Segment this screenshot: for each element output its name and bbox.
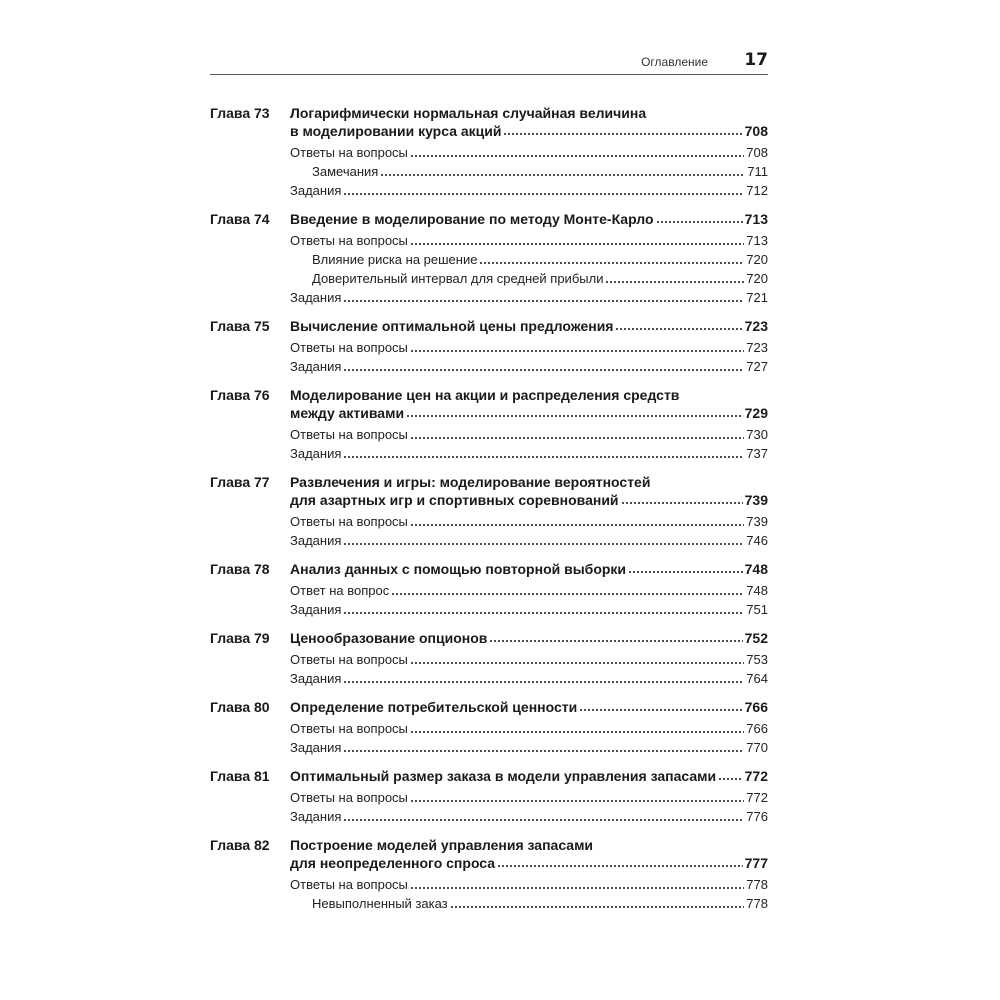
section-page-number: 708 [746, 145, 768, 160]
chapter-label: Глава 81 [210, 768, 270, 784]
dot-leader [410, 880, 744, 890]
toc-chapter [210, 104, 768, 200]
section-entry[interactable] [290, 269, 768, 288]
chapter-title-line[interactable] [290, 317, 768, 335]
dot-leader [343, 362, 744, 372]
section-entry[interactable] [290, 669, 768, 688]
section-title: Задания [290, 446, 342, 461]
section-entry[interactable] [290, 425, 768, 444]
dot-leader [343, 674, 744, 684]
section-entry[interactable] [290, 338, 768, 357]
chapter-title[interactable] [290, 560, 768, 578]
section-title: Замечания [312, 164, 379, 179]
chapter-title-text: Построение моделей управления запасами [290, 837, 594, 853]
section-entry[interactable] [290, 143, 768, 162]
section-page-number: 776 [746, 809, 768, 824]
chapter-label: Глава 78 [210, 561, 270, 577]
dot-leader [410, 655, 744, 665]
dot-leader [343, 605, 744, 615]
section-list [210, 650, 768, 688]
chapter-label: Глава 82 [210, 837, 270, 853]
section-entry[interactable] [290, 650, 768, 669]
section-page-number: 772 [746, 790, 768, 805]
dot-leader [497, 858, 743, 868]
chapter-title-text: Моделирование цен на акции и распределения средств [290, 387, 680, 403]
section-page-number: 730 [746, 427, 768, 442]
section-entry[interactable] [290, 357, 768, 376]
section-title: Задания [290, 602, 342, 617]
section-page-number: 739 [746, 514, 768, 529]
chapter-label: Глава 79 [210, 630, 270, 646]
chapter-title-line[interactable] [290, 122, 768, 140]
section-list [210, 425, 768, 463]
chapter-title-line[interactable] [290, 767, 768, 785]
chapter-title-line[interactable] [290, 473, 768, 491]
chapter-title[interactable] [290, 473, 768, 509]
chapter-title-text: Вычисление оптимальной цены предложения [290, 318, 614, 334]
toc-chapter [210, 473, 768, 550]
toc-chapter [210, 698, 768, 757]
chapter-heading-row [210, 767, 768, 785]
chapter-heading-row [210, 698, 768, 716]
section-title: Ответы на вопросы [290, 427, 408, 442]
table-of-contents [210, 104, 768, 913]
running-header-title: Оглавление [641, 55, 708, 69]
section-page-number: 746 [746, 533, 768, 548]
section-list [210, 581, 768, 619]
section-entry[interactable] [290, 444, 768, 463]
dot-leader [343, 186, 744, 196]
chapter-title[interactable] [290, 210, 768, 228]
dot-leader [605, 274, 744, 284]
dot-leader [410, 724, 744, 734]
chapter-title-line[interactable] [290, 491, 768, 509]
chapter-title-text: Оптимальный размер заказа в модели управления запасами [290, 768, 717, 784]
section-title: Ответы на вопросы [290, 145, 408, 160]
chapter-title-text: для азартных игр и спортивных соревнований [290, 492, 619, 508]
section-list [210, 231, 768, 307]
dot-leader [410, 430, 744, 440]
dot-leader [391, 586, 744, 596]
section-page-number: 720 [746, 271, 768, 286]
section-title: Ответы на вопросы [290, 790, 408, 805]
dot-leader [489, 633, 742, 643]
chapter-title-text: Определение потребительской ценности [290, 699, 578, 715]
dot-leader [628, 564, 743, 574]
toc-chapter [210, 386, 768, 463]
chapter-title-text: Введение в моделирование по методу Монте-Карло [290, 211, 654, 227]
chapter-title[interactable] [290, 104, 768, 140]
chapter-heading-row [210, 317, 768, 335]
chapter-label: Глава 75 [210, 318, 270, 334]
chapter-page-number: 739 [744, 492, 768, 508]
section-entry[interactable] [290, 512, 768, 531]
dot-leader [410, 236, 744, 246]
chapter-heading-row [210, 836, 768, 872]
section-title: Задания [290, 533, 342, 548]
chapter-title-line[interactable] [290, 210, 768, 228]
section-title: Влияние риска на решение [312, 252, 478, 267]
section-title: Задания [290, 290, 342, 305]
dot-leader [343, 812, 744, 822]
chapter-page-number: 748 [744, 561, 768, 577]
section-list [210, 875, 768, 913]
section-page-number: 753 [746, 652, 768, 667]
chapter-title-line[interactable] [290, 836, 768, 854]
chapter-page-number: 729 [744, 405, 768, 421]
dot-leader [621, 495, 743, 505]
section-entry[interactable] [290, 181, 768, 200]
toc-chapter [210, 836, 768, 913]
section-title: Ответы на вопросы [290, 721, 408, 736]
running-header [210, 50, 768, 75]
dot-leader [406, 408, 743, 418]
section-entry[interactable] [290, 788, 768, 807]
section-page-number: 737 [746, 446, 768, 461]
section-entry[interactable] [290, 231, 768, 250]
section-page-number: 723 [746, 340, 768, 355]
section-title: Задания [290, 671, 342, 686]
chapter-page-number: 723 [744, 318, 768, 334]
toc-chapter [210, 767, 768, 826]
section-page-number: 751 [746, 602, 768, 617]
dot-leader [579, 702, 742, 712]
section-list [210, 338, 768, 376]
section-page-number: 712 [746, 183, 768, 198]
chapter-title-text: для неопределенного спроса [290, 855, 496, 871]
dot-leader [410, 343, 744, 353]
chapter-title-line[interactable] [290, 854, 768, 872]
dot-leader [343, 743, 744, 753]
chapter-title-text: в моделировании курса акций [290, 123, 502, 139]
chapter-page-number: 766 [744, 699, 768, 715]
chapter-title[interactable] [290, 317, 768, 335]
chapter-page-number: 713 [744, 211, 768, 227]
chapter-label: Глава 73 [210, 105, 270, 121]
chapter-heading-row [210, 473, 768, 509]
section-entry[interactable] [290, 894, 768, 913]
chapter-page-number: 752 [744, 630, 768, 646]
dot-leader [343, 449, 744, 459]
section-entry[interactable] [290, 807, 768, 826]
section-page-number: 713 [746, 233, 768, 248]
section-title: Ответы на вопросы [290, 514, 408, 529]
chapter-title[interactable] [290, 629, 768, 647]
chapter-label: Глава 74 [210, 211, 270, 227]
dot-leader [410, 148, 744, 158]
dot-leader [479, 255, 744, 265]
chapter-heading-row [210, 629, 768, 647]
chapter-title-text: Ценообразование опционов [290, 630, 488, 646]
chapter-heading-row [210, 560, 768, 578]
chapter-title-line[interactable] [290, 629, 768, 647]
dot-leader [410, 517, 744, 527]
dot-leader [718, 771, 743, 781]
chapter-page-number: 772 [744, 768, 768, 784]
section-page-number: 764 [746, 671, 768, 686]
section-entry[interactable] [290, 738, 768, 757]
section-entry[interactable] [290, 875, 768, 894]
section-entry[interactable] [290, 250, 768, 269]
chapter-title-text: Логарифмически нормальная случайная величина [290, 105, 647, 121]
chapter-title-line[interactable] [290, 404, 768, 422]
section-title: Ответы на вопросы [290, 877, 408, 892]
dot-leader [380, 167, 745, 177]
dot-leader [503, 126, 742, 136]
section-page-number: 766 [746, 721, 768, 736]
chapter-title-line[interactable] [290, 560, 768, 578]
chapter-heading-row [210, 386, 768, 422]
dot-leader [450, 899, 745, 909]
section-page-number: 711 [747, 164, 768, 179]
chapter-page-number: 777 [744, 855, 768, 871]
section-list [210, 788, 768, 826]
section-entry[interactable] [290, 719, 768, 738]
section-title: Ответы на вопросы [290, 233, 408, 248]
section-page-number: 770 [746, 740, 768, 755]
chapter-title-text: Анализ данных с помощью повторной выборки [290, 561, 627, 577]
section-title: Задания [290, 740, 342, 755]
toc-chapter [210, 317, 768, 376]
dot-leader [410, 793, 744, 803]
section-page-number: 721 [746, 290, 768, 305]
section-entry[interactable] [290, 162, 768, 181]
chapter-heading-row [210, 210, 768, 228]
section-entry[interactable] [290, 581, 768, 600]
section-page-number: 748 [746, 583, 768, 598]
section-entry[interactable] [290, 288, 768, 307]
section-page-number: 778 [746, 877, 768, 892]
chapter-label: Глава 76 [210, 387, 270, 403]
chapter-title-text: Развлечения и игры: моделирование вероятностей [290, 474, 651, 490]
chapter-page-number: 708 [744, 123, 768, 139]
section-entry[interactable] [290, 600, 768, 619]
section-list [210, 512, 768, 550]
section-list [210, 143, 768, 200]
toc-chapter [210, 560, 768, 619]
section-title: Невыполненный заказ [312, 896, 448, 911]
chapter-heading-row [210, 104, 768, 140]
toc-chapter [210, 629, 768, 688]
section-title: Ответ на вопрос [290, 583, 390, 598]
chapter-label: Глава 77 [210, 474, 270, 490]
chapter-title-line[interactable] [290, 386, 768, 404]
section-title: Задания [290, 359, 342, 374]
section-list [210, 719, 768, 757]
toc-chapter [210, 210, 768, 307]
dot-leader [615, 321, 742, 331]
section-title: Задания [290, 183, 342, 198]
chapter-title-line[interactable] [290, 104, 768, 122]
section-entry[interactable] [290, 531, 768, 550]
chapter-title-line[interactable] [290, 698, 768, 716]
section-title: Задания [290, 809, 342, 824]
section-page-number: 727 [746, 359, 768, 374]
dot-leader [656, 214, 743, 224]
dot-leader [343, 293, 744, 303]
chapter-label: Глава 80 [210, 699, 270, 715]
chapter-title-text: между активами [290, 405, 405, 421]
page-number: 17 [744, 50, 768, 70]
section-page-number: 778 [746, 896, 768, 911]
dot-leader [343, 536, 744, 546]
chapter-title[interactable] [290, 386, 768, 422]
section-page-number: 720 [746, 252, 768, 267]
section-title: Ответы на вопросы [290, 652, 408, 667]
section-title: Доверительный интервал для средней прибыли [312, 271, 604, 286]
chapter-title[interactable] [290, 698, 768, 716]
chapter-title[interactable] [290, 767, 768, 785]
chapter-title[interactable] [290, 836, 768, 872]
section-title: Ответы на вопросы [290, 340, 408, 355]
